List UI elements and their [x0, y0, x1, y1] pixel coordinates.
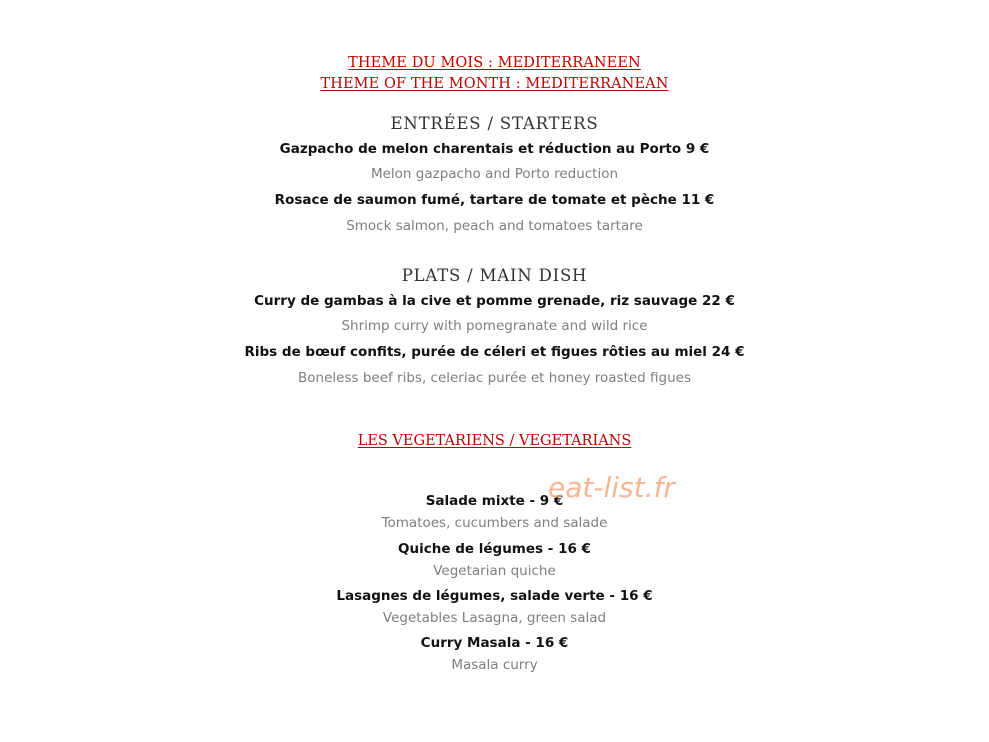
vegetarian-item-description: Vegetarian quiche [433, 563, 556, 579]
theme-title-en: THEME OF THE MONTH : MEDITERRANEAN [320, 76, 669, 92]
starter-item-name: Gazpacho de melon charentais et réduction au Porto 9 € [279, 141, 710, 157]
vegetarian-heading: LES VEGETARIENS / VEGETARIANS [357, 433, 632, 449]
main-item-description: Shrimp curry with pomegranate and wild rice [341, 318, 648, 334]
mains-heading: PLATS / MAIN DISH [401, 266, 588, 285]
vegetarian-item-description: Tomatoes, cucumbers and salade [381, 515, 608, 531]
main-item-name: Curry de gambas à la cive et pomme grenade, riz sauvage 22 € [254, 293, 735, 309]
main-item-description: Boneless beef ribs, celeriac purée et honey roasted figues [298, 370, 691, 386]
vegetarian-item-name: Lasagnes de légumes, salade verte - 16 € [336, 588, 653, 604]
starters-heading: ENTRÉES / STARTERS [390, 114, 599, 133]
vegetarian-item-name: Curry Masala - 16 € [420, 635, 569, 651]
main-item-name: Ribs de bœuf confits, purée de céleri et figues rôties au miel 24 € [244, 344, 745, 360]
vegetarian-item-name: Quiche de légumes - 16 € [398, 541, 591, 557]
starter-item-description: Smock salmon, peach and tomatoes tartare [346, 218, 643, 234]
theme-title-fr: THEME DU MOIS : MEDITERRANEEN [348, 55, 641, 71]
vegetarian-item-name: Salade mixte - 9 € [425, 493, 564, 509]
vegetarian-item-description: Masala curry [451, 657, 538, 673]
starter-item-name: Rosace de saumon fumé, tartare de tomate et pèche 11 € [274, 192, 715, 208]
starter-item-description: Melon gazpacho and Porto reduction [370, 166, 619, 182]
watermark-logo: eat-list.fr [548, 471, 675, 504]
vegetarian-item-description: Vegetables Lasagna, green salad [382, 610, 607, 626]
